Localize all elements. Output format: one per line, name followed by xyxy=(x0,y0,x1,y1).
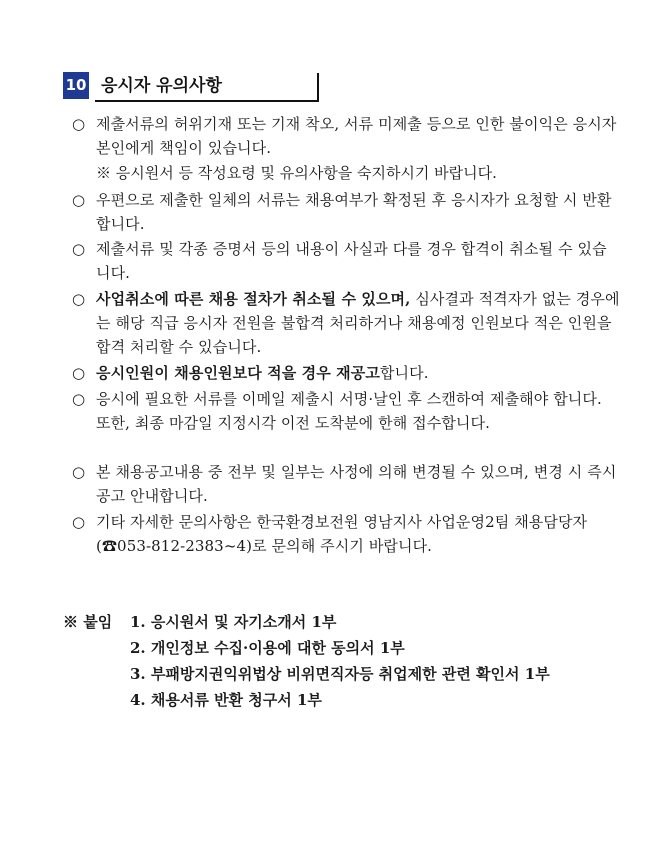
notice-item-8 xyxy=(72,510,620,558)
attachments-label: ※ 붙임 xyxy=(63,613,113,631)
notice-text: 응시에 필요한 서류를 이메일 제출시 서명·날인 후 스캔하여 제출해야 합니다. 또한, 최종 마감일 지정시각 이전 도착분에 한해 접수합니다. xyxy=(96,390,602,432)
notice-text xyxy=(96,287,620,359)
attachment-item: 3. 부패방지권익위법상 비위면직자등 취업제한 관련 확인서 1부 xyxy=(130,665,550,683)
circle-bullet-icon: ○ xyxy=(72,513,86,531)
attachment-item: 1. 응시원서 및 자기소개서 1부 xyxy=(130,613,337,631)
circle-bullet-icon: ○ xyxy=(72,364,86,382)
circle-bullet-icon: ○ xyxy=(72,290,86,308)
notice-item-6 xyxy=(72,387,620,435)
notice-bold-text: 사업취소에 따른 채용 절차가 취소될 수 있으며, xyxy=(96,290,411,308)
circle-bullet-icon: ○ xyxy=(72,463,86,481)
notice-text xyxy=(96,361,620,385)
notice-text: 기타 자세한 문의사항은 한국환경보전원 영남지사 사업운영2팀 채용담당자(☎053-812-2383~4)로 문의해 주시기 바랍니다. xyxy=(96,513,588,555)
circle-bullet-icon: ○ xyxy=(72,115,86,133)
notice-text: 우편으로 제출한 일체의 서류는 채용여부가 확정된 후 응시자가 요청할 시 반환합니다. xyxy=(96,191,612,233)
notice-text-rest: 심사결과 적격자가 없는 경우에는 해당 직급 응시자 전원을 불합격 처리하거나 채용예정 인원보다 적은 인원을 합격 처리할 수 있습니다. xyxy=(96,290,620,356)
section-number-badge: 10 xyxy=(63,72,89,99)
notice-item-1 xyxy=(72,112,620,160)
notice-text: 본 채용공고내용 중 전부 및 일부는 사정에 의해 변경될 수 있으며, 변경 시 즉시 공고 안내합니다. xyxy=(96,463,617,505)
notice-text: 제출서류의 허위기재 또는 기재 착오, 서류 미제출 등으로 인한 불이익은 응시자 본인에게 책임이 있습니다. xyxy=(96,115,617,157)
circle-bullet-icon: ○ xyxy=(72,390,86,408)
notice-item-5 xyxy=(72,361,620,385)
circle-bullet-icon: ○ xyxy=(72,240,86,258)
section-title: 응시자 유의사항 xyxy=(101,76,222,96)
circle-bullet-icon: ○ xyxy=(72,191,86,209)
section-underline xyxy=(95,100,317,102)
notice-text-rest: 합니다. xyxy=(379,364,429,382)
notice-note: ※ 응시원서 등 작성요령 및 유의사항을 숙지하시기 바랍니다. xyxy=(96,164,497,182)
notice-item-7 xyxy=(72,460,620,508)
notice-text: 제출서류 및 각종 증명서 등의 내용이 사실과 다를 경우 합격이 취소될 수 있습니다. xyxy=(96,240,607,282)
section-divider xyxy=(317,73,319,102)
section-header xyxy=(63,72,319,102)
notice-item-2 xyxy=(72,188,620,236)
attachment-item: 4. 채용서류 반환 청구서 1부 xyxy=(130,691,322,709)
notice-item-3 xyxy=(72,237,620,285)
attachment-item: 2. 개인정보 수집·이용에 대한 동의서 1부 xyxy=(130,639,405,657)
notice-item-4 xyxy=(72,287,620,359)
notice-bold-text: 응시인원이 채용인원보다 적을 경우 재공고 xyxy=(96,364,380,382)
